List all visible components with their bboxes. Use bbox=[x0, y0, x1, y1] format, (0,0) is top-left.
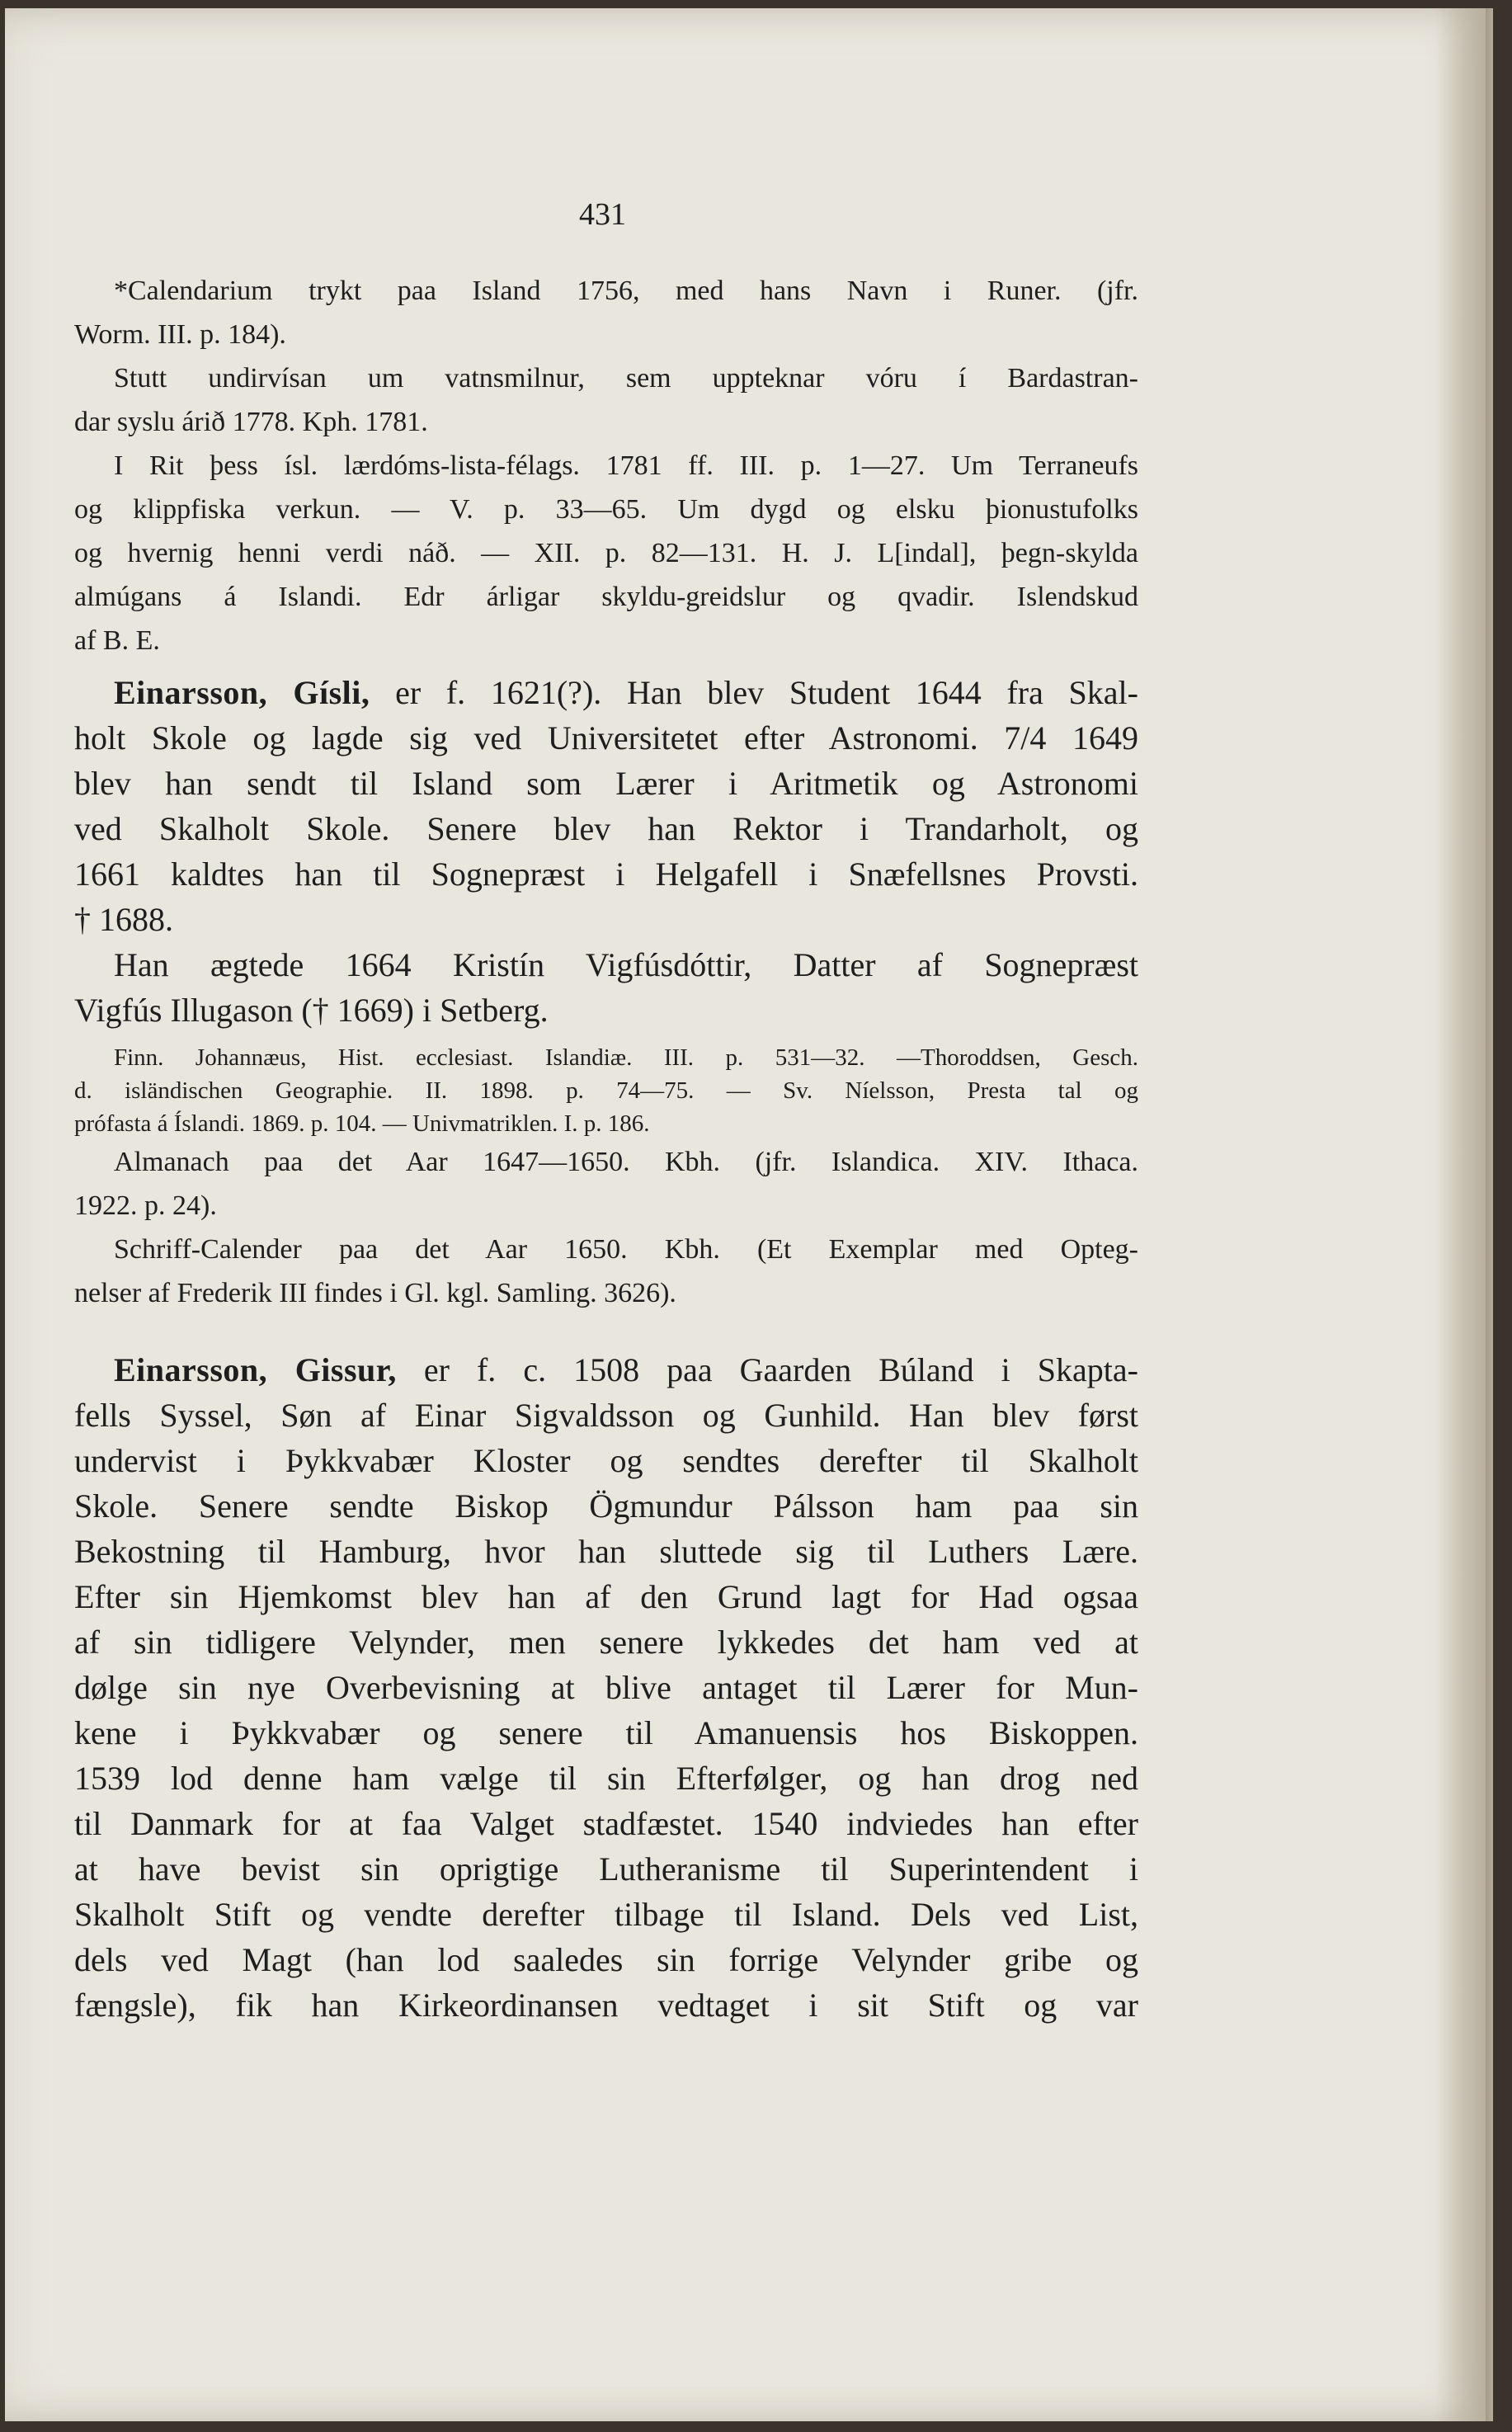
text-line: holt Skole og lagde sig ved Universitetet efter Astronomi. 7/4 1649 bbox=[74, 719, 1138, 756]
text-line: I Rit þess ísl. lærdóms-lista-félags. 1781 ff. III. p. 1—27. Um Terraneufs bbox=[114, 450, 1138, 481]
work-line: nelser af Frederik III findes i Gl. kgl. Samling. 3626). bbox=[74, 1278, 676, 1308]
text-line: ved Skalholt Skole. Senere blev han Rektor i Trandarholt, og bbox=[74, 810, 1138, 847]
text-line: *Calendarium trykt paa Island 1756, med hans Navn i Runer. (jfr. bbox=[114, 276, 1138, 306]
entry-first-line-text: er f. 1621(?). Han blev Student 1644 fra Skal- bbox=[370, 674, 1138, 711]
text-line: Worm. III. p. 184). bbox=[74, 319, 286, 350]
text-line: almúgans á Islandi. Edr árligar skyldu-greidslur og qvadir. Islendskud bbox=[74, 582, 1138, 612]
entry-heading-name: Einarsson, Gísli, bbox=[114, 674, 370, 711]
continuation-entry bbox=[74, 269, 1138, 662]
text-line: Han ægtede 1664 Kristín Vigfúsdóttir, Datter af Sognepræst bbox=[114, 946, 1138, 983]
entry-gisli bbox=[74, 670, 1138, 1033]
entry-first-line-text: er f. c. 1508 paa Gaarden Búland i Skapta- bbox=[396, 1351, 1138, 1388]
text-line: dels ved Magt (han lod saaledes sin forrige Velynder gribe og bbox=[74, 1941, 1138, 1978]
gisli-references bbox=[74, 1041, 1138, 1140]
entry-first-line bbox=[74, 670, 1138, 715]
text-line: af sin tidligere Velynder, men senere lykkedes det ham ved at bbox=[74, 1624, 1138, 1661]
entry-first-line bbox=[74, 1347, 1138, 1393]
text-line: at have bevist sin oprigtige Lutheranisme til Superintendent i bbox=[74, 1850, 1138, 1888]
text-line: og hvernig henni verdi náð. — XII. p. 82—131. H. J. L[indal], þegn-skylda bbox=[74, 538, 1138, 568]
reference-line: d. isländischen Geographie. II. 1898. p. 74—75. — Sv. Níelsson, Presta tal og bbox=[74, 1077, 1138, 1104]
text-line: til Danmark for at faa Valget stadfæstet. 1540 indviedes han efter bbox=[74, 1805, 1138, 1842]
text-line: fængsle), fik han Kirkeordinansen vedtaget i sit Stift og var bbox=[74, 1987, 1138, 2024]
text-line: undervist i Þykkvabær Kloster og sendtes derefter til Skalholt bbox=[74, 1442, 1138, 1479]
text-line: dølge sin nye Overbevisning at blive antaget til Lærer for Mun- bbox=[74, 1669, 1138, 1706]
text-line: 1539 lod denne ham vælge til sin Efterfølger, og han drog ned bbox=[74, 1760, 1138, 1797]
page-edge-shadow bbox=[1435, 8, 1493, 2421]
page-number: 431 bbox=[579, 197, 626, 232]
text-line: Stutt undirvísan um vatnsmilnur, sem uppteknar vóru í Bardastran- bbox=[114, 363, 1138, 394]
text-line: kene i Þykkvabær og senere til Amanuensis hos Biskoppen. bbox=[74, 1714, 1138, 1751]
text-line: Skalholt Stift og vendte derefter tilbage til Island. Dels ved List, bbox=[74, 1896, 1138, 1933]
reference-line: Finn. Johannæus, Hist. ecclesiast. Islandiæ. III. p. 531—32. —Thoroddsen, Gesch. bbox=[114, 1044, 1138, 1071]
gisli-works bbox=[74, 1140, 1138, 1315]
text-line: fells Syssel, Søn af Einar Sigvaldsson og Gunhild. Han blev først bbox=[74, 1397, 1138, 1434]
entry-heading-name: Einarsson, Gissur, bbox=[114, 1351, 397, 1388]
text-line: † 1688. bbox=[74, 901, 173, 938]
text-line: dar syslu árið 1778. Kph. 1781. bbox=[74, 407, 428, 437]
work-line: Almanach paa det Aar 1647—1650. Kbh. (jfr. Islandica. XIV. Ithaca. bbox=[114, 1147, 1138, 1177]
text-line: Skole. Senere sendte Biskop Ögmundur Pálsson ham paa sin bbox=[74, 1487, 1138, 1525]
text-line: og klippfiska verkun. — V. p. 33—65. Um dygd og elsku þionustufolks bbox=[74, 494, 1138, 525]
work-line: 1922. p. 24). bbox=[74, 1190, 217, 1221]
text-line: af B. E. bbox=[74, 625, 160, 656]
entry-gissur bbox=[74, 1347, 1138, 2028]
text-line: Efter sin Hjemkomst blev han af den Grund lagt for Had ogsaa bbox=[74, 1578, 1138, 1615]
text-line: Vigfús Illugason († 1669) i Setberg. bbox=[74, 992, 549, 1029]
text-line: blev han sendt til Island som Lærer i Aritmetik og Astronomi bbox=[74, 765, 1138, 802]
text-line: 1661 kaldtes han til Sognepræst i Helgafell i Snæfellsnes Provsti. bbox=[74, 855, 1138, 893]
text-line: Bekostning til Hamburg, hvor han sluttede sig til Luthers Lære. bbox=[74, 1533, 1138, 1570]
reference-line: prófasta á Íslandi. 1869. p. 104. — Univmatriklen. I. p. 186. bbox=[74, 1110, 650, 1137]
work-line: Schriff-Calender paa det Aar 1650. Kbh. (Et Exemplar med Opteg- bbox=[114, 1234, 1138, 1265]
